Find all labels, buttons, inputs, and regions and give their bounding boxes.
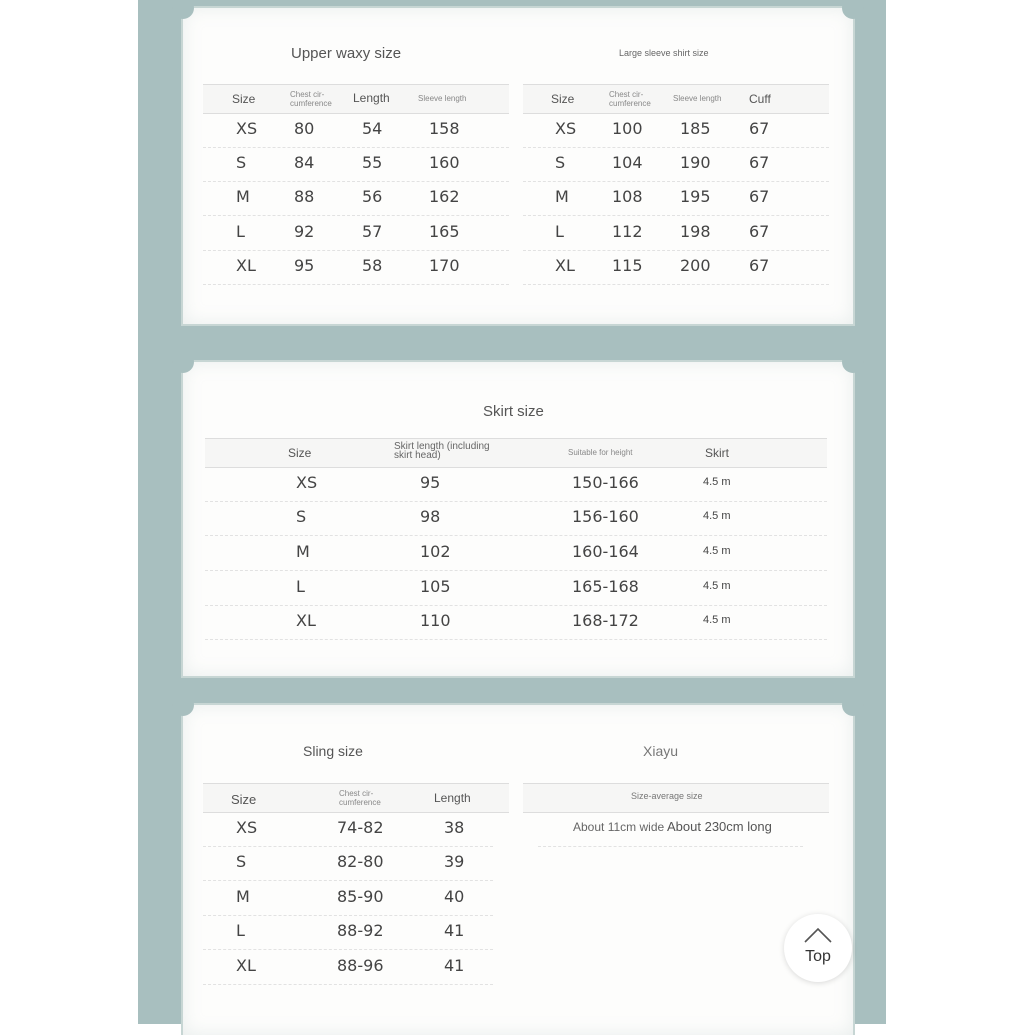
sleeve-cell: 200	[680, 256, 711, 275]
header-size: Size	[231, 792, 257, 807]
table-row	[523, 181, 829, 216]
size-cell: XS	[555, 119, 577, 138]
table-row	[203, 181, 509, 216]
size-cell: L	[236, 921, 245, 940]
header-skirt: Skirt	[705, 446, 729, 460]
length-cell: 55	[362, 153, 383, 172]
header-height: Suitable for height	[568, 448, 633, 457]
length-cell: 41	[444, 956, 465, 975]
skirt-cell: 4.5 m	[703, 510, 731, 522]
chest-cell: 84	[294, 153, 315, 172]
sling-title: Sling size	[303, 743, 363, 759]
table-row	[205, 571, 827, 606]
xiayu-row	[538, 812, 803, 847]
sleeve-cell: 190	[680, 153, 711, 172]
size-cell: M	[555, 187, 569, 206]
sleeve-cell: 158	[429, 119, 460, 138]
chest-cell: 85-90	[337, 887, 384, 906]
height-cell: 150-166	[572, 473, 639, 492]
back-to-top-label: Top	[805, 948, 831, 965]
chest-cell: 112	[612, 222, 643, 241]
width-cell: About 11cm wide	[573, 820, 665, 834]
header-chest: Chest cir-cumference	[339, 789, 381, 807]
table-row	[203, 147, 509, 182]
size-cell: L	[555, 222, 564, 241]
sleeve-cell: 160	[429, 153, 460, 172]
length-cell: 57	[362, 222, 383, 241]
upper-waxy-title: Upper waxy size	[291, 45, 402, 62]
cuff-cell: 67	[749, 187, 770, 206]
sleeve-cell: 170	[429, 256, 460, 275]
size-cell: M	[236, 187, 250, 206]
chest-cell: 88	[294, 187, 315, 206]
cuff-cell: 67	[749, 119, 770, 138]
size-cell: XL	[296, 611, 316, 630]
header-chest: Chest cir-cumference	[609, 90, 651, 108]
length-cell: 56	[362, 187, 383, 206]
length-cell: 54	[362, 119, 383, 138]
table-row	[203, 915, 493, 950]
size-cell: L	[296, 577, 305, 596]
table-row	[205, 467, 827, 502]
skirt-length-cell: 110	[420, 611, 451, 630]
chest-cell: 82-80	[337, 852, 384, 871]
sleeve-cell: 165	[429, 222, 460, 241]
size-cell: S	[236, 153, 247, 172]
size-cell: XS	[296, 473, 318, 492]
chest-cell: 104	[612, 153, 643, 172]
cuff-cell: 67	[749, 256, 770, 275]
size-cell: M	[296, 542, 310, 561]
chest-cell: 74-82	[337, 818, 384, 837]
skirt-cell: 4.5 m	[703, 614, 731, 626]
size-cell: XS	[236, 818, 258, 837]
length-cell: 40	[444, 887, 465, 906]
skirt-title: Skirt size	[483, 403, 544, 420]
upper-waxy-header	[203, 84, 509, 114]
header-chest: Chest cir-cumference	[290, 90, 332, 108]
table-row	[203, 846, 493, 881]
height-cell: 156-160	[572, 507, 639, 526]
header-size: Size	[551, 92, 575, 106]
length-cell: About 230cm long	[667, 819, 772, 834]
size-cell: S	[555, 153, 566, 172]
skirt-cell: 4.5 m	[703, 545, 731, 557]
cuff-cell: 67	[749, 153, 770, 172]
sleeve-cell: 195	[680, 187, 711, 206]
skirt-cell: 4.5 m	[703, 580, 731, 592]
table-row	[203, 113, 509, 148]
chest-cell: 80	[294, 119, 315, 138]
size-cell: XL	[236, 956, 256, 975]
table-row	[203, 250, 509, 285]
xiayu-header	[523, 783, 829, 813]
header-length: Length	[434, 791, 471, 805]
size-cell: S	[236, 852, 247, 871]
height-cell: 160-164	[572, 542, 639, 561]
skirt-length-cell: 105	[420, 577, 451, 596]
skirt-length-cell: 98	[420, 507, 441, 526]
skirt-length-cell: 102	[420, 542, 451, 561]
size-cell: S	[296, 507, 307, 526]
table-row	[205, 501, 827, 536]
header-length: Length	[353, 91, 390, 105]
size-cell: XS	[236, 119, 258, 138]
header-size: Size	[232, 92, 256, 106]
sling-header	[203, 783, 509, 813]
skirt-header	[205, 438, 827, 468]
chest-cell: 88-96	[337, 956, 384, 975]
chest-cell: 115	[612, 256, 643, 275]
table-row	[523, 113, 829, 148]
table-row	[203, 812, 493, 847]
size-cell: L	[236, 222, 245, 241]
header-average-size: Size-average size	[631, 791, 703, 801]
large-sleeve-title: Large sleeve shirt size	[619, 48, 709, 58]
skirt-cell: 4.5 m	[703, 476, 731, 488]
header-sleeve: Sleeve length	[673, 94, 722, 103]
table-row	[203, 950, 493, 985]
table-row	[203, 216, 509, 251]
xiayu-title: Xiayu	[643, 743, 679, 759]
back-to-top-button[interactable]	[784, 914, 852, 982]
cuff-cell: 67	[749, 222, 770, 241]
table-row	[203, 881, 493, 916]
table-row	[523, 147, 829, 182]
table-row	[523, 216, 829, 251]
chest-cell: 88-92	[337, 921, 384, 940]
size-cell: XL	[555, 256, 575, 275]
chest-cell: 95	[294, 256, 315, 275]
sleeve-cell: 185	[680, 119, 711, 138]
chest-cell: 108	[612, 187, 643, 206]
size-cell: XL	[236, 256, 256, 275]
length-cell: 41	[444, 921, 465, 940]
chest-cell: 92	[294, 222, 315, 241]
table-row	[205, 605, 827, 640]
length-cell: 39	[444, 852, 465, 871]
large-sleeve-header	[523, 84, 829, 114]
header-cuff: Cuff	[749, 92, 771, 106]
skirt-length-cell: 95	[420, 473, 441, 492]
chevron-up-icon	[803, 926, 833, 944]
sleeve-cell: 162	[429, 187, 460, 206]
table-row	[205, 536, 827, 571]
header-skirt-length: Skirt length (including skirt head)	[394, 441, 490, 461]
skirt-size-card	[183, 362, 853, 676]
sleeve-cell: 198	[680, 222, 711, 241]
length-cell: 38	[444, 818, 465, 837]
header-sleeve: Sleeve length	[418, 94, 467, 103]
chest-cell: 100	[612, 119, 643, 138]
size-cell: M	[236, 887, 250, 906]
height-cell: 168-172	[572, 611, 639, 630]
length-cell: 58	[362, 256, 383, 275]
sling-xiayu-card	[183, 705, 853, 1035]
top-size-card	[183, 8, 853, 324]
header-size: Size	[288, 446, 312, 460]
table-row	[523, 250, 829, 285]
height-cell: 165-168	[572, 577, 639, 596]
